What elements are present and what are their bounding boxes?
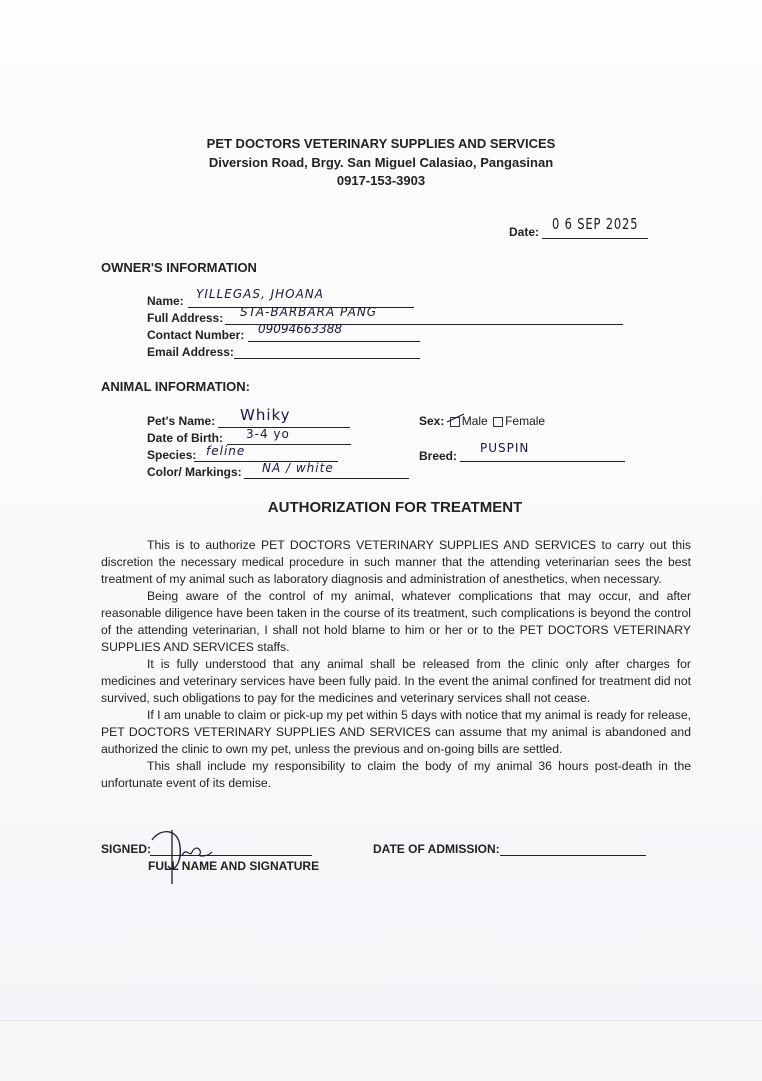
handwritten-signature[interactable] (146, 826, 226, 886)
owner-name-field[interactable]: YILLEGAS, JHOANA (196, 287, 324, 301)
authorization-paragraph: It is fully understood that any animal shall be released from the clinic only after charges for medicines and veterinary services have been fully paid. In the event the animal confined for treatment did not survived, such obligations to pay for the medicines and veterinary services shall not cease. (101, 657, 691, 705)
admission-date-line (500, 855, 646, 856)
owner-email-line (234, 358, 420, 359)
animal-section-heading: ANIMAL INFORMATION: (101, 379, 250, 394)
owner-contact-line (248, 341, 420, 342)
sex-label: Sex: (419, 414, 445, 428)
dob-line (227, 444, 351, 445)
date-label: Date: (509, 225, 540, 239)
breed-field[interactable]: PUSPIN (480, 441, 530, 455)
authorization-paragraph: This shall include my responsibility to claim the body of my animal 36 hours post-death in the unfortunate event of its demise. (101, 759, 691, 790)
sex-option-male[interactable] (448, 414, 491, 428)
business-address: Diversion Road, Brgy. San Miguel Calasiao, Pangasinan (208, 155, 554, 170)
authorization-paragraph: If I am unable to claim or pick-up my pet within 5 days with notice that my animal is ready for release, PET DOCTORS VETERINARY SUPPLIES AND SERVICES can assume that my animal is abandoned and authorized the clinic to own my pet, unless the previous and on-going bills are settled. (101, 708, 691, 756)
pet-name-label: Pet's Name: (147, 414, 216, 428)
signed-label: SIGNED: (101, 842, 152, 856)
owner-section-heading: OWNER'S INFORMATION (101, 260, 257, 275)
authorization-paragraph: This is to authorize PET DOCTORS VETERINARY SUPPLIES AND SERVICES to carry out this discretion the necessary medical procedure in such manner that the attending veterinarian sees the best treatment of my animal such as laboratory diagnosis and administration of anesthetics, when necessary. (101, 538, 691, 586)
business-phone: 0917-153-3903 (336, 173, 426, 188)
female-checkbox[interactable] (493, 417, 503, 427)
species-label: Species: (147, 448, 197, 462)
color-markings-label: Color/ Markings: (147, 465, 242, 479)
admission-date-label: DATE OF ADMISSION: (373, 842, 500, 856)
species-field[interactable]: feline (206, 444, 246, 458)
dob-label: Date of Birth: (147, 431, 223, 445)
checkmark-icon (446, 412, 466, 424)
business-name: PET DOCTORS VETERINARY SUPPLIES AND SERVICES (206, 136, 556, 151)
breed-line (460, 461, 625, 462)
color-markings-field[interactable]: NA / white (262, 461, 334, 475)
sex-option-female[interactable] (491, 414, 545, 428)
owner-email-label: Email Address: (147, 345, 234, 359)
authorization-title: AUTHORIZATION FOR TREATMENT (267, 499, 523, 516)
authorization-body (101, 537, 691, 792)
date-line (542, 238, 648, 239)
owner-name-label: Name: (147, 294, 184, 308)
female-label: Female (505, 414, 546, 428)
date-value[interactable]: 0 6 SEP 2025 (552, 215, 639, 233)
owner-contact-field[interactable]: 09094663388 (258, 322, 342, 336)
pet-name-field[interactable]: Whiky (240, 406, 291, 424)
sex-field (419, 414, 545, 428)
color-markings-line (244, 478, 409, 479)
owner-contact-label: Contact Number: (147, 328, 245, 342)
authorization-paragraph: Being aware of the control of my animal, whatever complications that may occur, and after reasonable diligence have been taken in the course of its treatment, such complications is beyond the control of the attending veterinarian, I shall not hold blame to him or her or to the PET DOCTORS VETERINARY SUPPLIES AND SERVICES staffs. (101, 589, 691, 654)
male-label: Male (461, 414, 488, 428)
signature-caption: FULL NAME AND SIGNATURE (148, 859, 320, 873)
owner-address-field[interactable]: STA-BARBARA PANG (240, 305, 378, 319)
dob-field[interactable]: 3-4 yo (246, 427, 290, 441)
breed-label: Breed: (419, 449, 458, 463)
owner-address-label: Full Address: (147, 311, 224, 325)
scan-bottom-strip (0, 1020, 762, 1081)
